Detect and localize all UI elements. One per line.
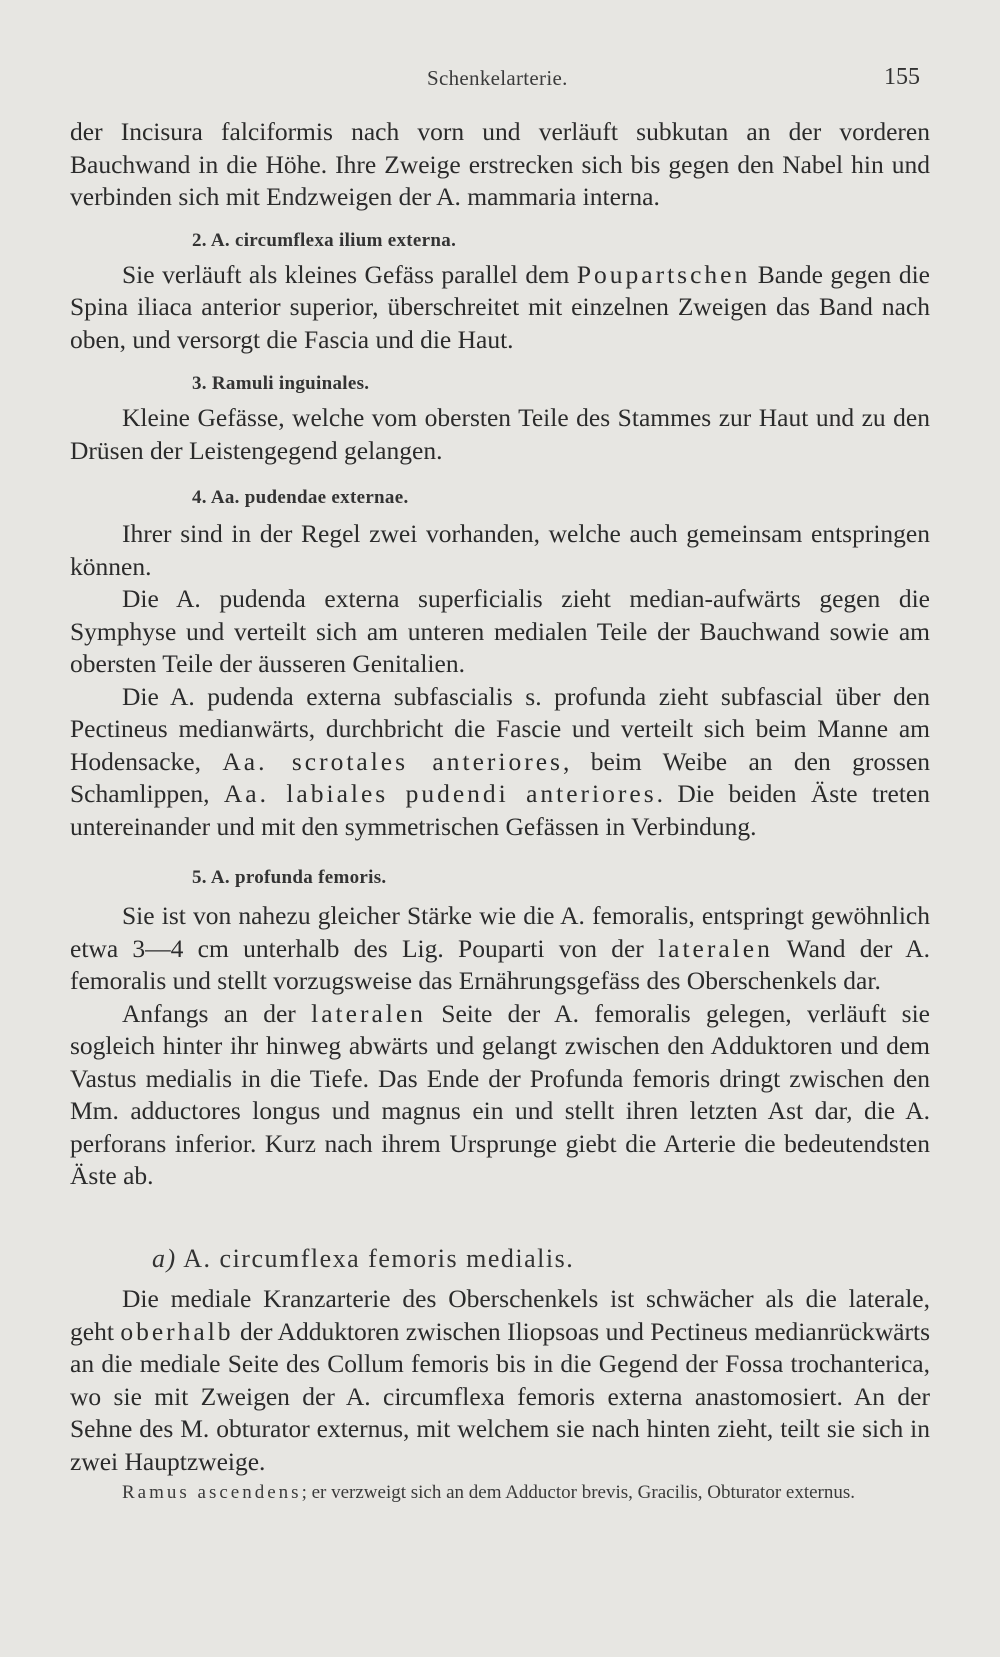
- paragraph-ramus-ascendens: [70, 1478, 930, 1508]
- paragraph-profunda-course: [70, 998, 930, 1193]
- running-title: Schenkelarterie.: [427, 66, 568, 90]
- subsection-heading-a: [152, 1243, 930, 1276]
- text-run: Die A. pudenda externa subfascialis s. profunda zieht subfascial über den Pectineus medianwärts, durchbricht die Fascie und verteilt sich beim Manne am Hodensacke,: [70, 681, 930, 776]
- text-run: , beim Weibe an den grossen Schamlippen,: [70, 746, 930, 808]
- text-column: [70, 116, 930, 1508]
- text-run: Die mediale Kranzarterie des Oberschenkels ist schwächer als die laterale, geht: [70, 1284, 930, 1346]
- spaced-term: lateralen: [311, 998, 426, 1028]
- text-run: der Adduktoren zwischen Iliopsoas und Pectineus medianrückwärts an die mediale Seite des Collum femoris bis in die Gegend der Fossa trochanterica, wo sie mit Zweigen der A. circumflexa femoris externa anastomosiert. An der Sehne des M. obturator externus, mit welchem sie nach hinten zieht, teilt sie sich in zwei Hauptzweige.: [70, 1316, 930, 1476]
- paragraph-circumflexa-ilium: [70, 259, 930, 357]
- spaced-term: lateralen: [658, 933, 773, 963]
- spaced-term: Aa. labiales pudendi anteriores: [223, 779, 657, 808]
- text-run: Seite der A. femoralis gelegen, verläuft sie sogleich hinter ihr hinweg abwärts und gelangt zwischen den Adduktoren und dem Vastus medialis in die Tiefe. Das Ende der Profunda femoris dringt zwischen den Mm. adductores longus und magnus ein und stellt ihren letzten Ast dar, die A. perforans inferior. Kurz nach ihrem Ursprunge giebt die Arterie die bedeutendsten Äste ab.: [70, 998, 930, 1190]
- text-run: Anfangs an der: [122, 998, 312, 1028]
- text-run: Bande gegen die Spina iliaca anterior superior, überschreitet mit einzelnen Zweigen das Band nach oben, und versorgt die Fascia und die Haut.: [70, 259, 930, 354]
- subsection-title: A. circumflexa femoris medialis.: [183, 1243, 575, 1273]
- spaced-term: Aa. scrotales anteriores: [222, 746, 563, 776]
- paragraph-continuation: der Incisura falciformis nach vorn und verläuft subkutan an der vorderen Bauchwand in die Höhe. Ihre Zweige erstrecken sich bis gegen den Nabel hin und verbinden sich mit Endzweigen der A. mammaria interna.: [70, 117, 930, 211]
- section-heading-2: 2. A. circumflexa ilium externa.: [192, 229, 457, 251]
- spaced-term: oberhalb: [120, 1316, 234, 1346]
- text-run: Sie ist von nahezu gleicher Stärke wie die A. femoralis, entspringt gewöhnlich etwa 3—4 cm unterhalb des Lig. Pouparti von der: [70, 901, 930, 963]
- page-number: 155: [884, 64, 920, 90]
- spaced-term: Poupartschen: [576, 259, 751, 289]
- paragraph-pudendae-intro: Ihrer sind in der Regel zwei vorhanden, welche auch gemeinsam entspringen können.: [70, 519, 930, 581]
- section-heading-4: 4. Aa. pudendae externae.: [192, 487, 409, 508]
- paragraph-profunda-origin: [70, 900, 930, 998]
- paragraph-pudenda-subfascialis: [70, 681, 930, 844]
- paragraph-circumflexa-medialis: [70, 1283, 930, 1478]
- text-run: Sie verläuft als kleines Gefäss parallel dem: [122, 259, 577, 289]
- section-heading-5: 5. A. profunda femoris.: [192, 867, 387, 888]
- text-run: Wand der A. femoralis und stellt vorzugsweise das Ernährungsgefäss des Oberschenkels dar.: [70, 933, 930, 995]
- paragraph-pudenda-superficialis: Die A. pudenda externa superficialis zieht median-aufwärts gegen die Symphyse und verteilt sich am unteren medialen Teile der Bauchwand sowie am obersten Teile der äusseren Genitalien.: [70, 584, 930, 678]
- spaced-term: Ramus ascendens: [122, 1482, 302, 1503]
- paragraph-ramuli-inguinales: Kleine Gefässe, welche vom obersten Teile des Stammes zur Haut und zu den Drüsen der Leistengegend gelangen.: [70, 403, 930, 465]
- text-run: . Die beiden Äste treten untereinander und mit den symmetrischen Gefässen in Verbindung.: [70, 779, 930, 841]
- text-run: ; er verzweigt sich an dem Adductor brevis, Gracilis, Obturator externus.: [301, 1482, 856, 1503]
- subsection-label: a): [152, 1243, 177, 1273]
- running-head: [0, 66, 1000, 96]
- section-heading-3: 3. Ramuli inguinales.: [192, 373, 370, 394]
